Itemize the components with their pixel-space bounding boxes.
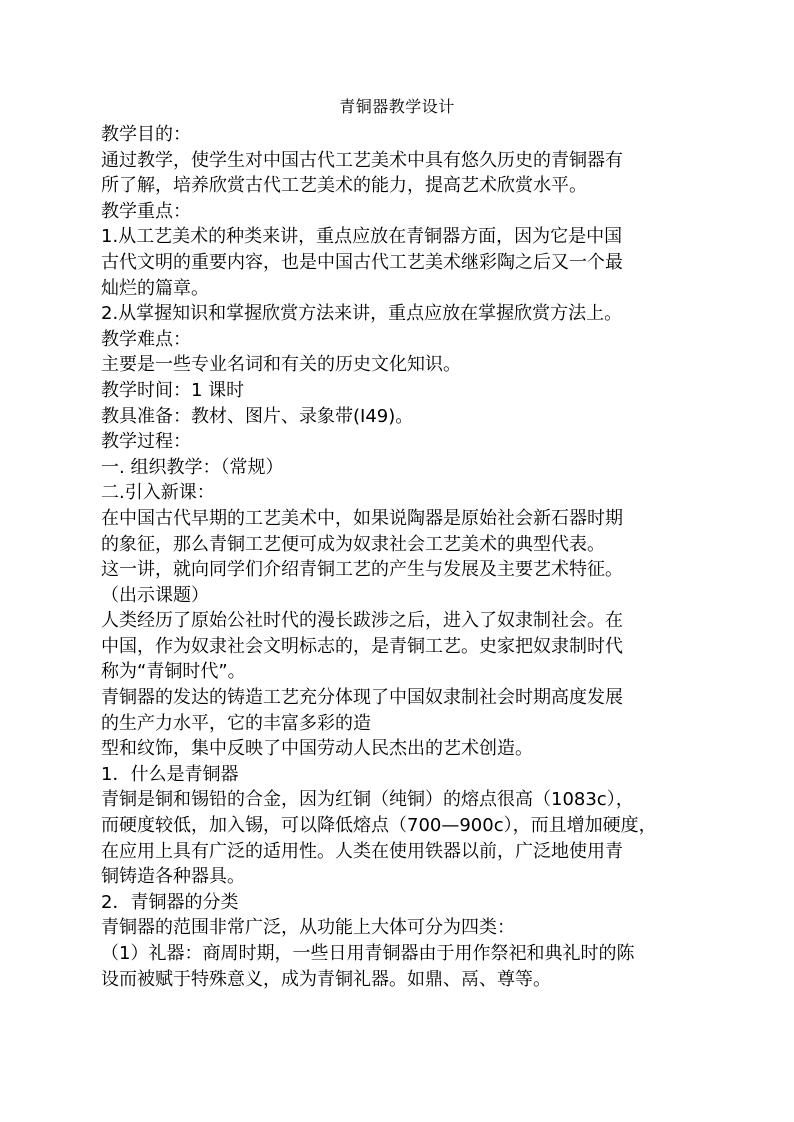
text-line-15: 二.引入新课：	[101, 482, 215, 504]
text-line-10: 主要是一些专业名词和有关的历史文化知识。	[101, 354, 461, 376]
text-line-4: 教学重点：	[101, 200, 191, 222]
document-body	[101, 122, 711, 992]
text-line-22: 称为“青铜时代”。	[101, 661, 246, 683]
text-line-33: （1）礼器：商周时期，一些日用青铜器由于用作祭祀和典礼时的陈	[101, 943, 635, 964]
text-line-24: 的生产力水平，它的丰富多彩的造	[101, 712, 371, 734]
text-line-13: 教学过程：	[101, 431, 191, 453]
text-line-5: 1.从工艺美术的种类来讲，重点应放在青铜器方面，因为它是中国	[101, 226, 623, 248]
text-line-18: 这一讲，就向同学们介绍青铜工艺的产生与发展及主要艺术特征。	[101, 559, 623, 581]
text-line-2: 通过教学，使学生对中国古代工艺美术中具有悠久历史的青铜器有	[101, 149, 623, 171]
text-line-8: 2.从掌握知识和掌握欣赏方法来讲，重点应放在掌握欣赏方法上。	[101, 303, 623, 325]
text-line-9: 教学难点：	[101, 328, 191, 350]
text-line-23: 青铜器的发达的铸造工艺充分体现了中国奴隶制社会时期高度发展	[101, 687, 623, 709]
text-line-34: 设而被赋于特殊意义，成为青铜礼器。如鼎、鬲、尊等。	[101, 968, 551, 990]
text-line-28: 而硬度较低，加入锡，可以降低熔点（700—900c），而且增加硬度，	[101, 815, 657, 837]
text-line-32: 青铜器的范围非常广泛，从功能上大体可分为四类：	[101, 917, 515, 939]
text-line-29: 在应用上具有广泛的适用性。人类在使用铁器以前，广泛地使用青	[101, 840, 623, 862]
text-line-11: 教学时间：1 课时	[101, 379, 245, 401]
text-line-21: 中国，作为奴隶社会文明标志的，是青铜工艺。史家把奴隶制时代	[101, 635, 623, 657]
text-line-12: 教具准备：教材、图片、录象带(I49)。	[101, 405, 414, 427]
text-line-30: 铜铸造各种器具。	[101, 866, 245, 888]
text-line-31: 2．青铜器的分类	[101, 891, 239, 913]
text-line-6: 古代文明的重要内容，也是中国古代工艺美术继彩陶之后又一个最	[101, 251, 623, 273]
text-line-26: 1．什么是青铜器	[101, 763, 239, 785]
text-line-16: 在中国古代早期的工艺美术中，如果说陶器是原始社会新石器时期	[101, 507, 623, 529]
document-title: 青铜器教学设计	[339, 97, 455, 116]
text-line-14: 一. 组织教学：（常规）	[101, 456, 284, 478]
text-line-25: 型和纹饰，集中反映了中国劳动人民杰出的艺术创造。	[101, 738, 533, 760]
text-line-17: 的象征，那么青铜工艺便可成为奴隶社会工艺美术的典型代表。	[101, 533, 605, 555]
text-line-19: （出示课题）	[101, 584, 209, 606]
text-line-7: 灿烂的篇章。	[101, 277, 209, 299]
text-line-20: 人类经历了原始公社时代的漫长跋涉之后，进入了奴隶制社会。在	[101, 610, 623, 632]
text-line-3: 所了解，培养欣赏古代工艺美术的能力，提高艺术欣赏水平。	[101, 175, 587, 197]
text-line-1: 教学目的：	[101, 124, 191, 145]
text-line-27: 青铜是铜和锡铅的合金，因为红铜（纯铜）的熔点很高（1083c），	[101, 789, 634, 811]
